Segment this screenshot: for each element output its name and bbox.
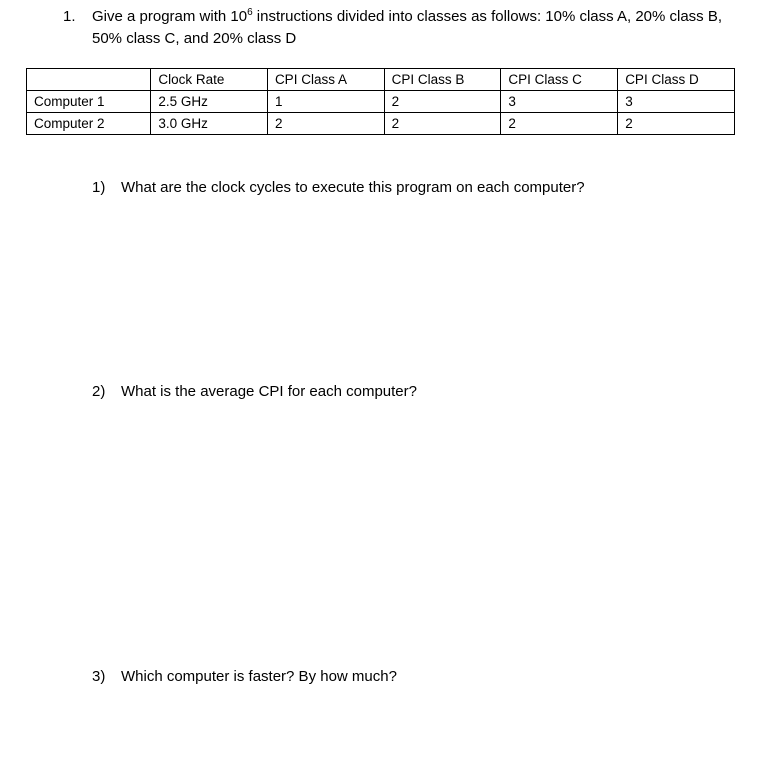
subquestion-text: Which computer is faster? By how much?: [121, 668, 397, 685]
table-header-cell: [27, 69, 151, 91]
table-cell: 3: [618, 91, 735, 113]
question-text-after: instructions divided into classes as follows: 10% class A, 20% class B, 50% class C, and 20% class D: [92, 8, 723, 47]
table-cell: Computer 2: [27, 113, 151, 135]
subquestion-number: 1): [92, 179, 106, 196]
table-cell: Computer 1: [27, 91, 151, 113]
table-cell: 2: [618, 113, 735, 135]
subquestion-3: [92, 667, 397, 687]
question-text-before: Give a program with 10: [92, 8, 248, 25]
subquestion-1: [92, 178, 585, 198]
table-cell: 2: [501, 113, 618, 135]
table-cell: 2: [384, 91, 501, 113]
table-cell: 1: [267, 91, 384, 113]
subquestion-text: What are the clock cycles to execute this program on each computer?: [121, 179, 585, 196]
cpi-table: [26, 68, 735, 135]
table-row: [27, 91, 735, 113]
table-header-cell: CPI Class D: [618, 69, 735, 91]
table-header-cell: Clock Rate: [151, 69, 268, 91]
table-header-cell: CPI Class C: [501, 69, 618, 91]
subquestion-2: [92, 382, 417, 402]
table-cell: 3: [501, 91, 618, 113]
table-cell: 3.0 GHz: [151, 113, 268, 135]
subquestion-number: 3): [92, 668, 106, 685]
question-text: [92, 6, 732, 50]
subquestion-number: 2): [92, 383, 106, 400]
table-header-row: [27, 69, 735, 91]
table-row: [27, 113, 735, 135]
question-exponent: 6: [247, 7, 253, 18]
table-header-cell: CPI Class A: [267, 69, 384, 91]
table-cell: 2: [267, 113, 384, 135]
question-number: 1.: [63, 8, 76, 25]
table-header-cell: CPI Class B: [384, 69, 501, 91]
table-cell: 2: [384, 113, 501, 135]
table-cell: 2.5 GHz: [151, 91, 268, 113]
subquestion-text: What is the average CPI for each computer?: [121, 383, 417, 400]
